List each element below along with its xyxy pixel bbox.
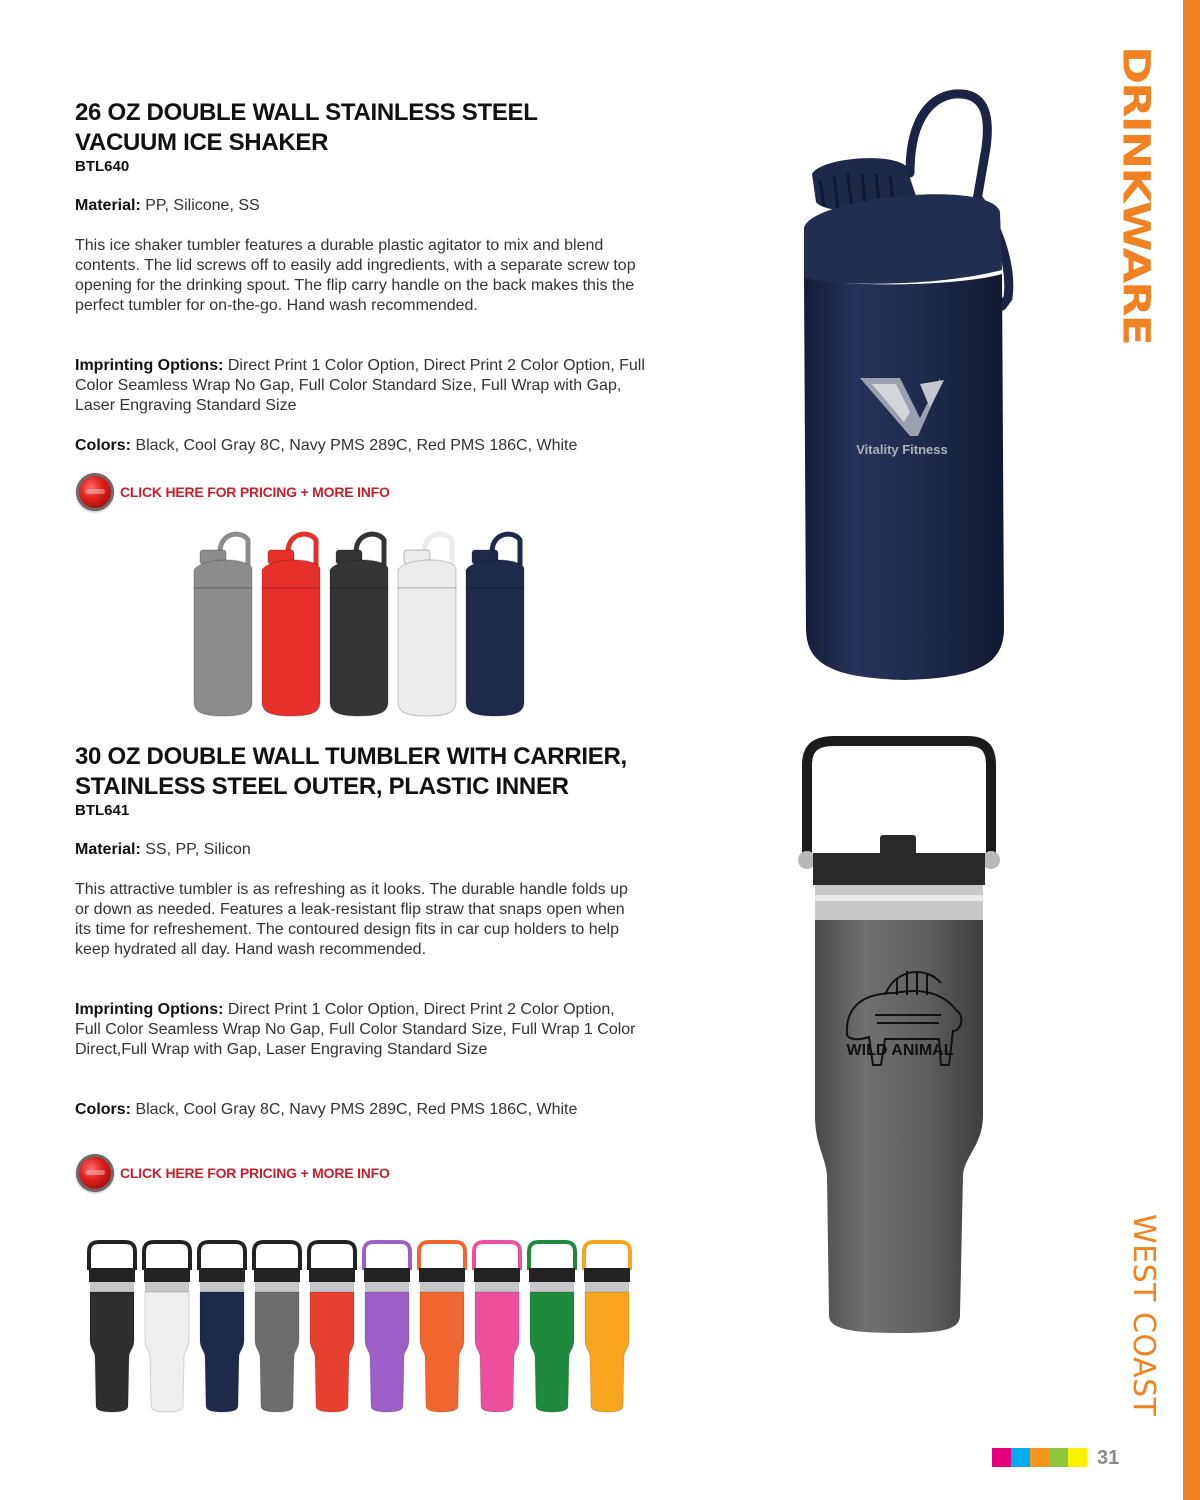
product-2-description: This attractive tumbler is as refreshing as it looks. The durable handle folds up or down as needed. Features a leak-resistant flip straw that snaps open when its time for refreshement. The contoured design fits in car cup holders to help keep hydrated all day. Hand wash recommended. — [75, 881, 628, 958]
red-button-icon — [76, 473, 114, 511]
tumbler-variant — [584, 1242, 630, 1412]
product-sku: BTL641 — [75, 802, 130, 819]
tumbler-variant — [254, 1242, 300, 1412]
product-title-line2: VACUUM ICE SHAKER — [75, 129, 329, 156]
product-1-material — [75, 196, 655, 216]
pricing-link-label: CLICK HERE FOR PRICING + MORE INFO — [120, 1165, 390, 1181]
shaker-variant — [466, 534, 524, 716]
red-button-icon — [76, 1154, 114, 1192]
page-number: 31 — [1097, 1447, 1120, 1469]
footer-swatches — [992, 1448, 1087, 1467]
product-title-line1: 30 OZ DOUBLE WALL TUMBLER WITH CARRIER, — [75, 743, 627, 770]
colors-value: Black, Cool Gray 8C, Navy PMS 289C, Red PMS 186C, White — [135, 437, 578, 454]
tumbler-variant — [474, 1242, 520, 1412]
imprint-label: Imprinting Options: — [75, 357, 224, 374]
shaker-variant — [194, 534, 252, 716]
swatch-cyan — [1011, 1448, 1030, 1467]
product-title-line1: 26 OZ DOUBLE WALL STAINLESS STEEL — [75, 99, 538, 126]
imprint-value: Direct Print 1 Color Option, Direct Print 2 Color Option, Full Color Seamless Wrap No Gap, Full Color Standard Size, Full Wrap 1 Color Direct,Full Wrap with Gap, Laser Engraving Standard Size — [75, 1001, 636, 1058]
product-1-colors — [75, 436, 655, 456]
product-1-variants — [190, 530, 540, 720]
swatch-green — [1049, 1448, 1068, 1467]
product-2-imprint — [75, 1000, 640, 1060]
tumbler-variant — [364, 1242, 410, 1412]
material-value: PP, Silicone, SS — [145, 197, 260, 214]
product-1-main-image — [790, 88, 1025, 683]
product-1-description: This ice shaker tumbler features a durable plastic agitator to mix and blend contents. The lid screws off to easily add ingredients, with a separate screw top opening for the drinking spout. The flip carry handle on the back makes this the perfect tumbler for on-the-go. Hand wash recommended. — [75, 237, 636, 314]
category-label: DRINKWARE — [1114, 46, 1159, 344]
tumbler-variant — [309, 1242, 355, 1412]
material-label: Material: — [75, 197, 141, 214]
tumbler-variant — [144, 1242, 190, 1412]
tumbler-variant — [199, 1242, 245, 1412]
colors-value: Black, Cool Gray 8C, Navy PMS 289C, Red PMS 186C, White — [135, 1101, 578, 1118]
shaker-variant — [262, 534, 320, 716]
swatch-yellow — [1068, 1448, 1087, 1467]
swatch-magenta — [992, 1448, 1011, 1467]
wild-animal-logo-text: WILD ANIMAL — [846, 1042, 954, 1059]
product-1-heading — [75, 98, 695, 176]
material-value: SS, PP, Silicon — [145, 841, 251, 858]
product-2-heading — [75, 742, 715, 820]
swatch-orange — [1030, 1448, 1049, 1467]
product-title-line2: STAINLESS STEEL OUTER, PLASTIC INNER — [75, 773, 569, 800]
material-label: Material: — [75, 841, 141, 858]
pricing-link-2[interactable] — [76, 1154, 390, 1192]
colors-label: Colors: — [75, 437, 131, 454]
tumbler-variant — [89, 1242, 135, 1412]
imprint-label: Imprinting Options: — [75, 1001, 224, 1018]
vitality-logo-text: Vitality Fitness — [856, 442, 948, 457]
product-2-colors — [75, 1100, 655, 1120]
product-2-material — [75, 840, 655, 860]
product-2-variants — [85, 1240, 645, 1415]
edge-accent-bar — [1183, 0, 1200, 1500]
product-sku: BTL640 — [75, 158, 130, 175]
tumbler-variant — [529, 1242, 575, 1412]
tumbler-variant — [419, 1242, 465, 1412]
region-label: WEST COAST — [1126, 1214, 1161, 1417]
pricing-link-1[interactable] — [76, 473, 390, 511]
colors-label: Colors: — [75, 1101, 131, 1118]
pricing-link-label: CLICK HERE FOR PRICING + MORE INFO — [120, 484, 390, 500]
product-1-imprint — [75, 356, 645, 416]
product-2-main-image — [795, 735, 1005, 1335]
shaker-variant — [330, 534, 388, 716]
shaker-variant — [398, 534, 456, 716]
imprint-value: Direct Print 1 Color Option, Direct Print 2 Color Option, Full Color Seamless Wrap No Gap, Full Color Standard Size, Full Wrap with Gap, Laser Engraving Standard Size — [75, 357, 645, 414]
